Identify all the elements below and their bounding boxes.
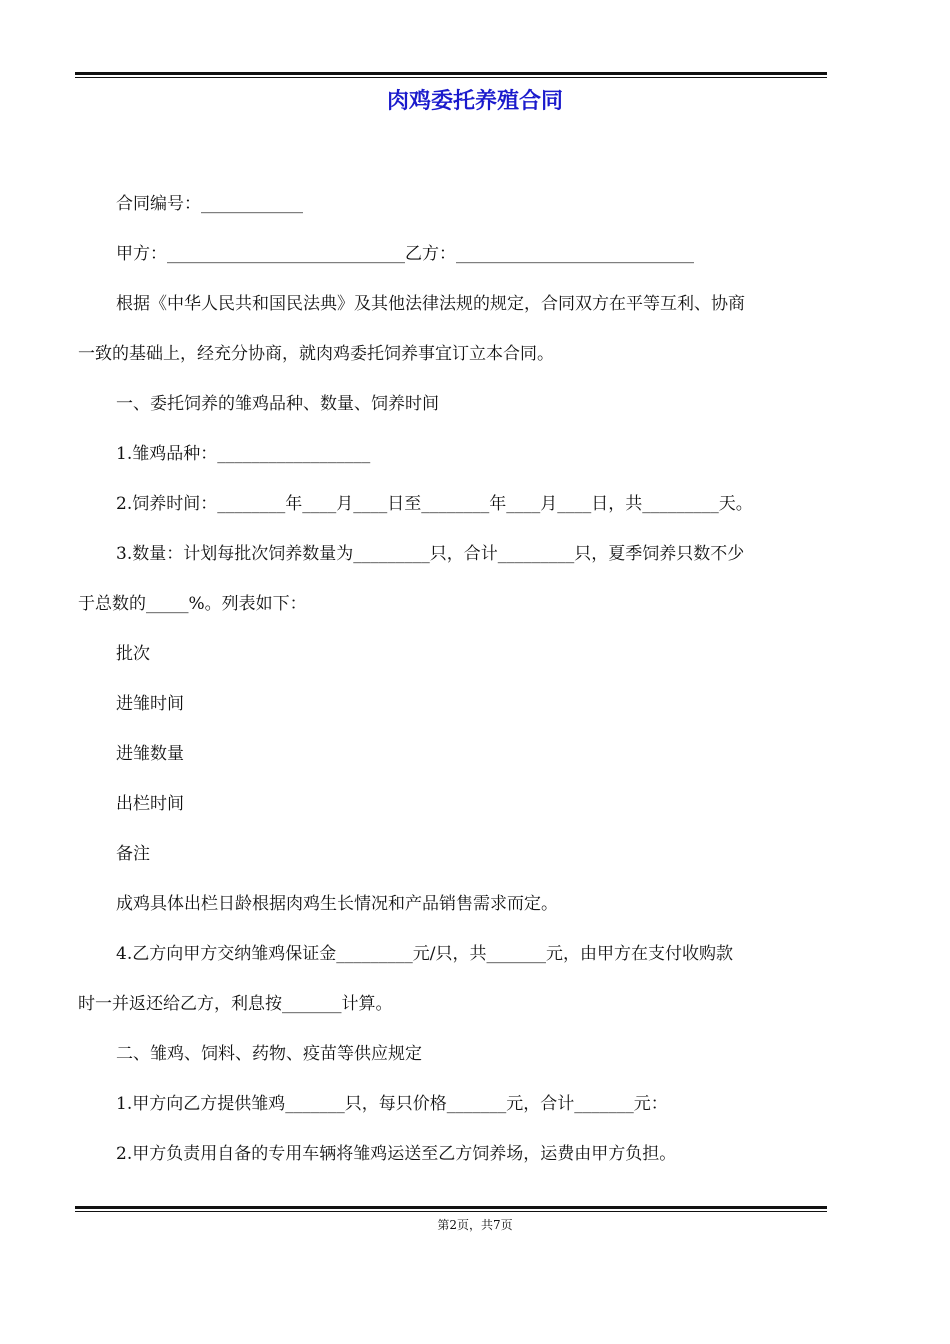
contract-number-line: 合同编号：____________ [116,194,303,214]
clause-1-1: 1.雏鸡品种：__________________ [116,444,371,464]
parties-line: 甲方：____________________________乙方：____________________________ [116,244,694,264]
section-1-heading: 一、委托饲养的雏鸡品种、数量、饲养时间 [116,394,439,414]
clause-1-2: 2.饲养时间：________年____月____日至________年____月____日，共_________天。 [116,494,753,514]
document-title: 肉鸡委托养殖合同 [386,89,563,114]
header-rule [75,72,827,78]
preamble-line-2: 一致的基础上，经充分协商，就肉鸡委托饲养事宜订立本合同。 [78,344,554,364]
clause-1-4-line-2: 时一并返还给乙方，利息按_______计算。 [78,994,393,1014]
preamble-line-1: 根据《中华人民共和国民法典》及其他法律法规的规定，合同双方在平等互利、协商 [116,294,745,314]
clause-1-3-line-1: 3.数量：计划每批次饲养数量为_________只，合计_________只，夏季饲养只数不少 [116,544,745,564]
clause-2-1: 1.甲方向乙方提供雏鸡_______只，每只价格_______元，合计_______元： [116,1094,668,1114]
footer-rule [75,1206,827,1212]
clause-1-4-line-1: 4.乙方向甲方交纳雏鸡保证金_________元/只，共_______元，由甲方在支付收购款 [116,944,733,964]
table-item-arrival-quantity: 进雏数量 [116,744,184,764]
page-number: 第2页，共7页 [437,1218,513,1232]
table-item-arrival-time: 进雏时间 [116,694,184,714]
slaughter-age-note: 成鸡具体出栏日龄根据肉鸡生长情况和产品销售需求而定。 [116,894,558,914]
clause-2-2: 2.甲方负责用自备的专用车辆将雏鸡运送至乙方饲养场，运费由甲方负担。 [116,1144,677,1164]
table-item-batch: 批次 [116,644,150,664]
section-2-heading: 二、雏鸡、饲料、药物、疫苗等供应规定 [116,1044,422,1064]
clause-1-3-line-2: 于总数的_____%。列表如下： [78,594,307,614]
table-item-remarks: 备注 [116,844,150,864]
table-item-slaughter-time: 出栏时间 [116,794,184,814]
